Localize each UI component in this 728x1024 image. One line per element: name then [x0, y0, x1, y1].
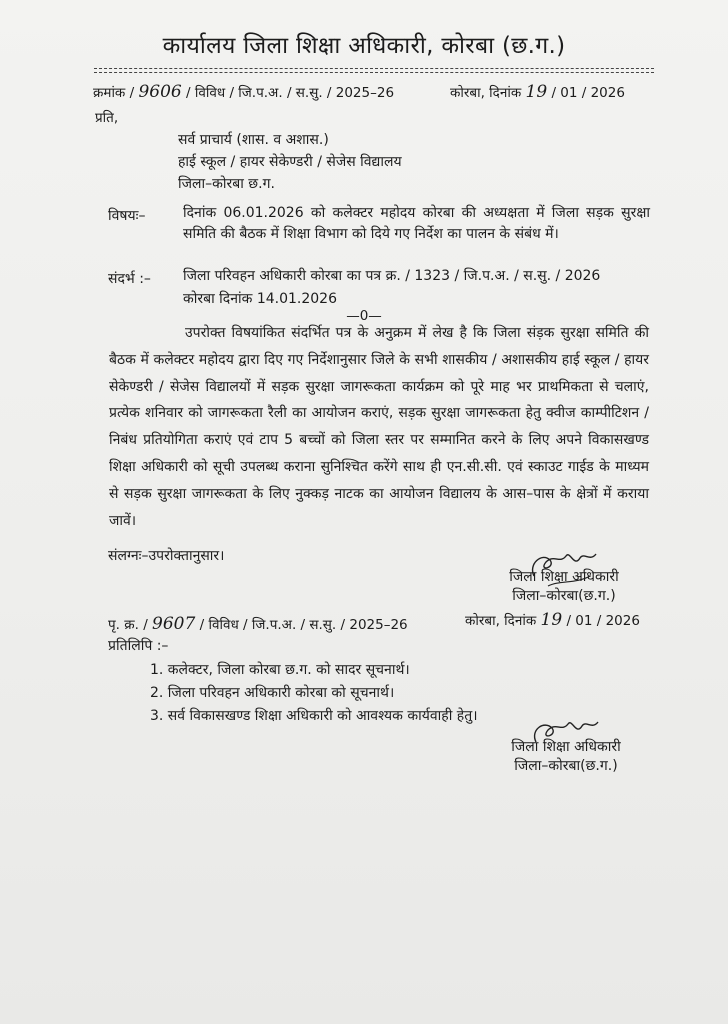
copy-signatory-title: जिला शिक्षा अधिकारी [511, 739, 621, 755]
subject-label: विषयः– [108, 208, 146, 224]
to-label: प्रति, [95, 110, 119, 126]
subject-text: दिनांक 06.01.2026 को कलेक्टर महोदय कोरबा की अध्यक्षता में जिला सड़क सुरक्षा समिति की बैठक में शिक्षा विभाग को दिये गए निर्देश का पालन के संबंध में। [183, 205, 650, 242]
recipient-line: हाई स्कूल / हायर सेकेण्डरी / सेजेस विद्यालय [178, 154, 402, 170]
copy-date-suffix: / 01 / 2026 [566, 613, 640, 629]
copy-item: 2. जिला परिवहन अधिकारी कोरबा को सूचनार्थ। [150, 685, 395, 701]
date-day-handwritten: 19 [525, 82, 548, 102]
copy-reference-number-handwritten: 9607 [152, 614, 196, 634]
copy-item: 3. सर्व विकासखण्ड शिक्षा अधिकारी को आवश्यक कार्यवाही हेतु। [150, 708, 478, 724]
copy-label: प्रतिलिपि :– [108, 638, 169, 654]
enclosure-note: संलग्नः–उपरोक्तानुसार। [108, 548, 225, 564]
office-title: कार्यालय जिला शिक्षा अधिकारी, कोरबा (छ.ग.) [162, 33, 566, 59]
reference-label: संदर्भ :– [108, 271, 151, 287]
recipient-line: सर्व प्राचार्य (शास. व अशास.) [178, 132, 329, 148]
reference-suffix: / विविध / जि.प.अ. / स.सु. / 2025–26 [186, 85, 395, 101]
copy-reference-prefix: पृ. क्र. / [108, 617, 148, 633]
letter-date [450, 82, 625, 102]
body-paragraph: उपरोक्त विषयांकित संदर्भित पत्र के अनुक्रम में लेख है कि जिला संड़क सुरक्षा समिति की बैठक में कलेक्टर महोदय द्वारा दिए गए निर्देशानुसार जिले के सभी शासकीय / अशासकीय हाई स्कूल / हायर सेकेण्डरी / सेजेस विद्यालयों में सड़क सुरक्षा जागरूकता कार्यक्रम को पूरे माह भर प्राथमिकता से चलाएं, प्रत्येक शनिवार को जागरूकता रैली का आयोजन कराएं, सड़क सुरक्षा जागरूकता हेतु क्वीज काम्पीटिशन / निबंध प्रतियोगिता कराएं एवं टाप 5 बच्चों को जिला स्तर पर सम्मानित करने के लिए अपने विकासखण्ड शिक्षा अधिकारी को सूची उपलब्ध कराना सुनिश्चित करेंगे साथ ही एन.सी.सी. एवं स्काउट गाईड के माध्यम से सड़क सुरक्षा जागरूकता के लिए नुक्कड़ नाटक का आयोजन विद्यालय के आस–पास के क्षेत्रों में कराया जावें। [109, 325, 649, 529]
reference-number-handwritten: 9606 [138, 82, 182, 102]
copy-signature-block [482, 738, 650, 776]
copy-reference [108, 614, 408, 634]
letter-reference [93, 82, 394, 102]
signatory-title: जिला शिक्षा अधिकारी [509, 569, 619, 585]
recipient-line: जिला–कोरबा छ.ग. [178, 176, 275, 192]
header-divider-second [94, 72, 654, 73]
copy-date-day-handwritten: 19 [540, 610, 563, 630]
date-suffix: / 01 / 2026 [551, 85, 625, 101]
reference-line-2: कोरबा दिनांक 14.01.2026 [183, 291, 337, 307]
signature-block [480, 568, 648, 606]
copy-signatory-district: जिला–कोरबा(छ.ग.) [514, 758, 618, 774]
header-divider [94, 68, 654, 69]
copy-item: 1. कलेक्टर, जिला कोरबा छ.ग. को सादर सूचनार्थ। [150, 662, 410, 678]
reference-prefix: क्रमांक / [93, 85, 135, 101]
copy-date [465, 610, 640, 630]
copy-place-date-prefix: कोरबा, दिनांक [465, 613, 537, 629]
separator: —0— [346, 308, 382, 324]
copy-reference-suffix: / विविध / जि.प.अ. / स.सु. / 2025–26 [199, 617, 408, 633]
signatory-district: जिला–कोरबा(छ.ग.) [512, 588, 616, 604]
reference-line-1: जिला परिवहन अधिकारी कोरबा का पत्र क्र. / 1323 / जि.प.अ. / स.सु. / 2026 [183, 268, 601, 284]
place-date-prefix: कोरबा, दिनांक [450, 85, 522, 101]
